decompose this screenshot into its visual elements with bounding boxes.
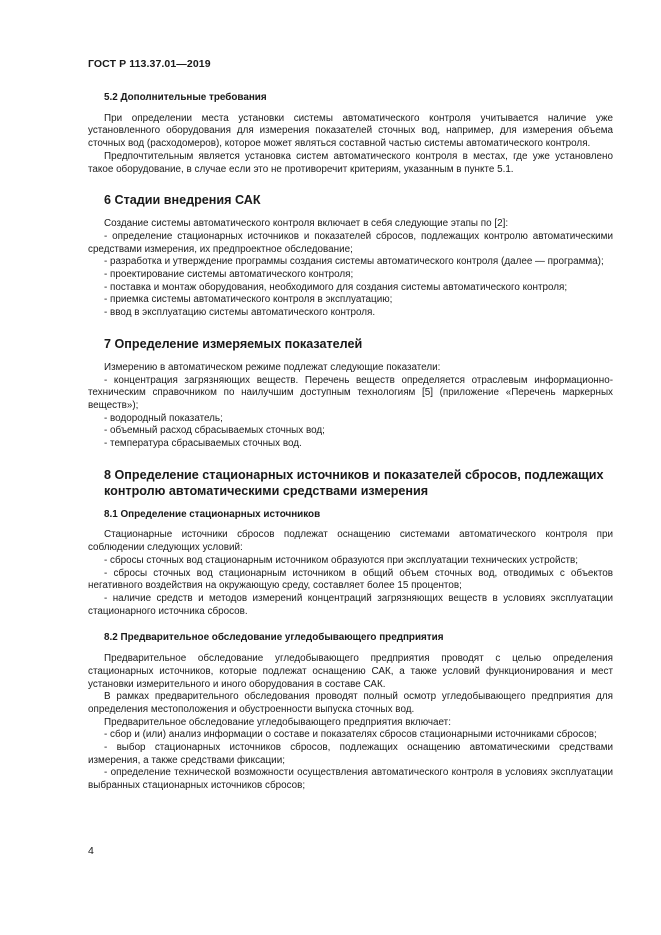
document-body [88,92,613,793]
section-8-1-heading: 8.1 Определение стационарных источников [104,508,321,520]
standard-code-header: ГОСТ Р 113.37.01—2019 [88,58,211,70]
section-5-2-heading: 5.2 Дополнительные требования [104,92,267,103]
section-7-list-item: - температура сбрасываемых сточных вод. [104,438,302,450]
section-6-list-item: - приемка системы автоматического контроля в эксплуатацию; [104,294,393,306]
section-5-2-paragraph-2: Предпочтительным является установка систем автоматического контроля в местах, где уже установлено такое оборудование, в случае если это не противоречит критериям, указанным в пункте 5.1. [88,150,613,175]
section-8-1-list-item: - наличие средств и методов измерений концентраций загрязняющих веществ в условиях эксплуатации стационарного источника сбросов. [88,592,613,617]
section-7-list-item: - концентрация загрязняющих веществ. Перечень веществ определяется отраслевым информационно-техническим справочником по наилучшим доступным технологиям [5] (приложение «Перечень маркерных веществ»); [88,374,613,411]
page-number: 4 [88,845,94,857]
section-7-intro: Измерению в автоматическом режиме подлежат следующие показатели: [104,361,441,373]
section-8-1-list-item: - сбросы сточных вод стационарным источником образуются при эксплуатации технических устройств; [104,554,579,566]
section-8-2-heading: 8.2 Предварительное обследование угледобывающего предприятия [104,632,444,644]
section-6-intro: Создание системы автоматического контроля включает в себя следующие этапы по [2]: [104,218,509,230]
section-8-2-list-item: - выбор стационарных источников сбросов, подлежащих оснащению автоматическими средствами измерения, а также средствами фиксации; [88,742,613,766]
section-7-list-item: - водородный показатель; [104,412,223,424]
section-6-list-item: - определение стационарных источников и показателей сбросов, подлежащих контролю автоматическими средствами измерения, их предпроектное обследование; [88,230,613,255]
section-6-list-item: - ввод в эксплуатацию системы автоматического контроля. [104,307,376,319]
section-6-list-item: - разработка и утверждение программы создания системы автоматического контроля (далее — программа); [104,256,604,268]
section-8-2-list-item: - сбор и (или) анализ информации о составе и показателях сбросов стационарными источниками сбросов; [104,729,597,741]
section-7-list-item: - объемный расход сбрасываемых сточных вод; [104,425,325,437]
section-6-list-item: - проектирование системы автоматического контроля; [104,269,354,281]
section-6-heading: 6 Стадии внедрения САК [104,193,261,208]
section-8-2-paragraph-3: Предварительное обследование угледобывающего предприятия включает: [104,716,451,728]
section-8-2-list-item: - определение технической возможности осуществления автоматического контроля в условиях эксплуатации выбранных стационарных источников сбросов; [88,767,613,792]
section-8-2-paragraph-2: В рамках предварительного обследования проводят полный осмотр угледобывающего предприятия для определения местоположения и обустроенности выпуска сточных вод. [88,691,613,715]
section-8-1-list-item: - сбросы сточных вод стационарным источником в общий объем сточных вод, отводимых с объектов негативного воздействия на окружающую среду, составляет более 15 процентов; [88,567,613,592]
section-8-1-intro: Стационарные источники сбросов подлежат оснащению системами автоматического контроля при соблюдении следующих условий: [88,529,613,554]
section-8-heading: 8 Определение стационарных источников и показателей сбросов, подлежащих контролю автоматическими средствами измерения [104,467,604,498]
section-8-2-paragraph-1: Предварительное обследование угледобывающего предприятия проводят с целью определения стационарных источников, которые подлежат оснащению САК, а также условий функционирования и мест установки измерительного и иного оборудования в составе САК. [88,653,613,690]
section-5-2-paragraph-1: При определении места установки системы автоматического контроля учитывается наличие уже установленного оборудования для измерения показателей сточных вод, например, для измерения объема сточных вод (расходомеров), которое может являться составной частью системы автоматического контроля. [88,112,613,150]
section-7-heading: 7 Определение измеряемых показателей [104,336,363,351]
section-6-list-item: - поставка и монтаж оборудования, необходимого для создания системы автоматического контроля; [104,281,568,293]
